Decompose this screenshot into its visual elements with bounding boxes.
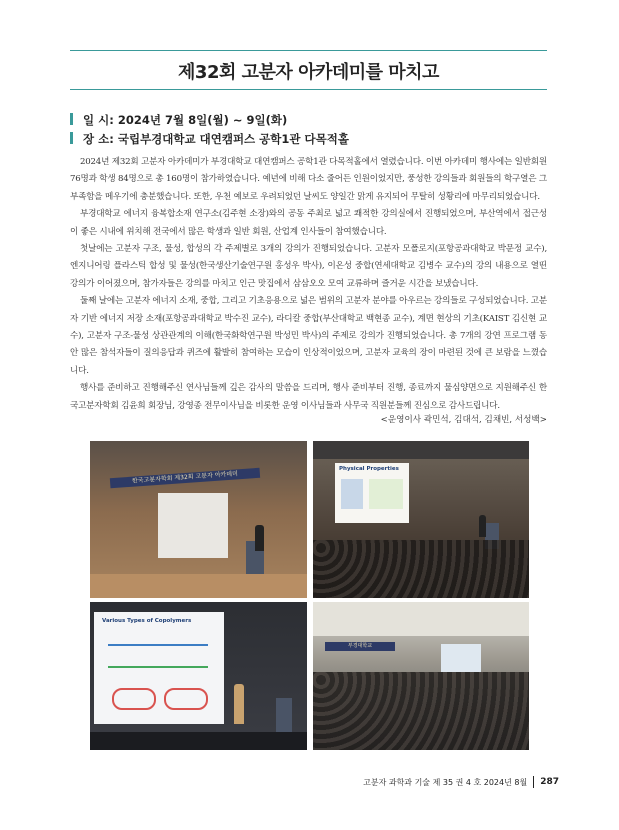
event-banner — [110, 468, 260, 488]
slide-title: Various Types of Copolymers — [102, 618, 192, 624]
place-line — [70, 131, 349, 147]
photo-lecture-audience — [313, 441, 529, 598]
page-footer — [363, 776, 559, 788]
date-label: 일 시: — [83, 113, 114, 127]
place-value: 국립부경대학교 대연캠퍼스 공학1관 다목적홀 — [117, 132, 349, 146]
speaker — [479, 515, 486, 537]
bullet-bar — [70, 132, 73, 144]
journal-info: 고분자 과학과 기술 제 35 권 4 호 2024년 8월 — [363, 777, 528, 787]
slide-figure — [341, 479, 363, 509]
paragraph: 부경대학교 에너지 융복합소재 연구소(김주현 소장)와의 공동 주최로 넓고 쾌적한 강의실에서 진행되었으며, 부산역에서 접근성이 좋은 시내에 위치해 전국에서 많은 학생과 일반 회원, 산업계 인사들이 참여했습니다. — [70, 209, 547, 237]
banner-text: 한국고분자학회 제32회 고분자 아카데미 — [131, 470, 239, 485]
audience — [313, 672, 529, 750]
speaker — [234, 684, 244, 724]
slide-chain — [112, 688, 156, 710]
event-banner — [325, 642, 395, 651]
top-rule — [70, 50, 547, 51]
title-underline — [70, 89, 547, 90]
slide-title: Physical Properties — [339, 466, 399, 472]
photo-speaker-slide — [90, 602, 307, 750]
article-title: 제32회 고분자 아카데미를 마치고 — [178, 62, 439, 83]
slide-chain — [108, 656, 208, 668]
slide-chain — [164, 688, 208, 710]
footer-divider — [533, 776, 534, 788]
speaker — [255, 525, 264, 551]
article-body — [70, 154, 547, 415]
paragraph: 둘째 날에는 고분자 에너지 소재, 중합, 그리고 기초응용으로 넓은 범위의 고분자 분야를 아우르는 강의들로 구성되었습니다. 고분자 기반 에너지 저장 소재(포항공과대학교 박수진 교수), 라디칼 중합(부산대학교 백현종 교수), 계면 현상의 기초(KAIST 김신현 교수), 고분자 구조-물성 상관관계의 이해(한국화학연구원 박성민 박사)의 주제로 강의가 진행되었습니다. 총 7개의 강연 프로그램 동안 많은 참석자들이 질의응답과 퀴즈에 활발히 참여하는 모습이 인상적이었으며, 고분자 교육의 장이 마련된 것에 큰 보람을 느꼈습니다. — [70, 296, 547, 376]
podium — [276, 698, 292, 732]
paragraph: 행사를 준비하고 진행해주신 연사님들께 깊은 감사의 말씀을 드리며, 행사 준비부터 진행, 종료까지 물심양면으로 지원해주신 한국고분자학회 김윤희 회장님, 강영종 전무이사님을 비롯한 운영 이사님들과 사무국 직원분들께 진심으로 감사드립니다. — [70, 383, 547, 411]
date-value: 2024년 7월 8일(월) ~ 9일(화) — [117, 113, 288, 127]
projection-screen — [94, 612, 224, 724]
projection-screen — [441, 644, 481, 672]
photo-lecture-hall — [90, 441, 307, 598]
audience — [90, 732, 307, 750]
page-number: 287 — [540, 777, 559, 787]
slide-figure — [369, 479, 403, 509]
place-label: 장 소: — [83, 132, 114, 146]
banner-text: 부경대학교 — [347, 643, 373, 649]
date-line — [70, 112, 287, 128]
stage-floor — [90, 574, 307, 598]
slide-chain — [108, 634, 208, 646]
ceiling — [313, 441, 529, 459]
paragraph: 2024년 제32회 고분자 아카데미가 부경대학교 대연캠퍼스 공학1관 다목적홀에서 열렸습니다. 이번 아카데미 행사에는 일반회원 76명과 학생 84명으로 총 160명이 참가하였습니다. 예년에 비해 다소 줄어든 인원이었지만, 풍성한 강의들과 회원들의 학구열은 그 부족함을 메우기에 충분했습니다. 또한, 우천 예보로 우려되었던 날씨도 양일간 맑게 유지되어 무탈히 성황리에 마무리되었습니다. — [70, 157, 547, 202]
audience — [313, 540, 529, 598]
bullet-bar — [70, 113, 73, 125]
paragraph: 첫날에는 고분자 구조, 물성, 합성의 각 주제별로 3개의 강의가 진행되었습니다. 고분자 모폴로지(포항공과대학교 박문정 교수), 엔지니어링 플라스틱 합성 및 물성(한국생산기술연구원 홍성우 박사), 이온성 중합(연세대학교 김병수 교수)의 강의 내용으로 열띤 강의가 이어졌으며, 참가자들은 강의를 마치고 인근 맛집에서 삼삼오오 모여 교류하며 즐거운 시간을 보냈습니다. — [70, 244, 547, 289]
photo-audience-wide — [313, 602, 529, 750]
ceiling-lights — [313, 602, 529, 636]
projection-screen — [335, 463, 409, 523]
signature: <운영이사 곽민석, 김대석, 김채빈, 서성백> — [380, 415, 547, 425]
projection-screen — [158, 493, 228, 558]
